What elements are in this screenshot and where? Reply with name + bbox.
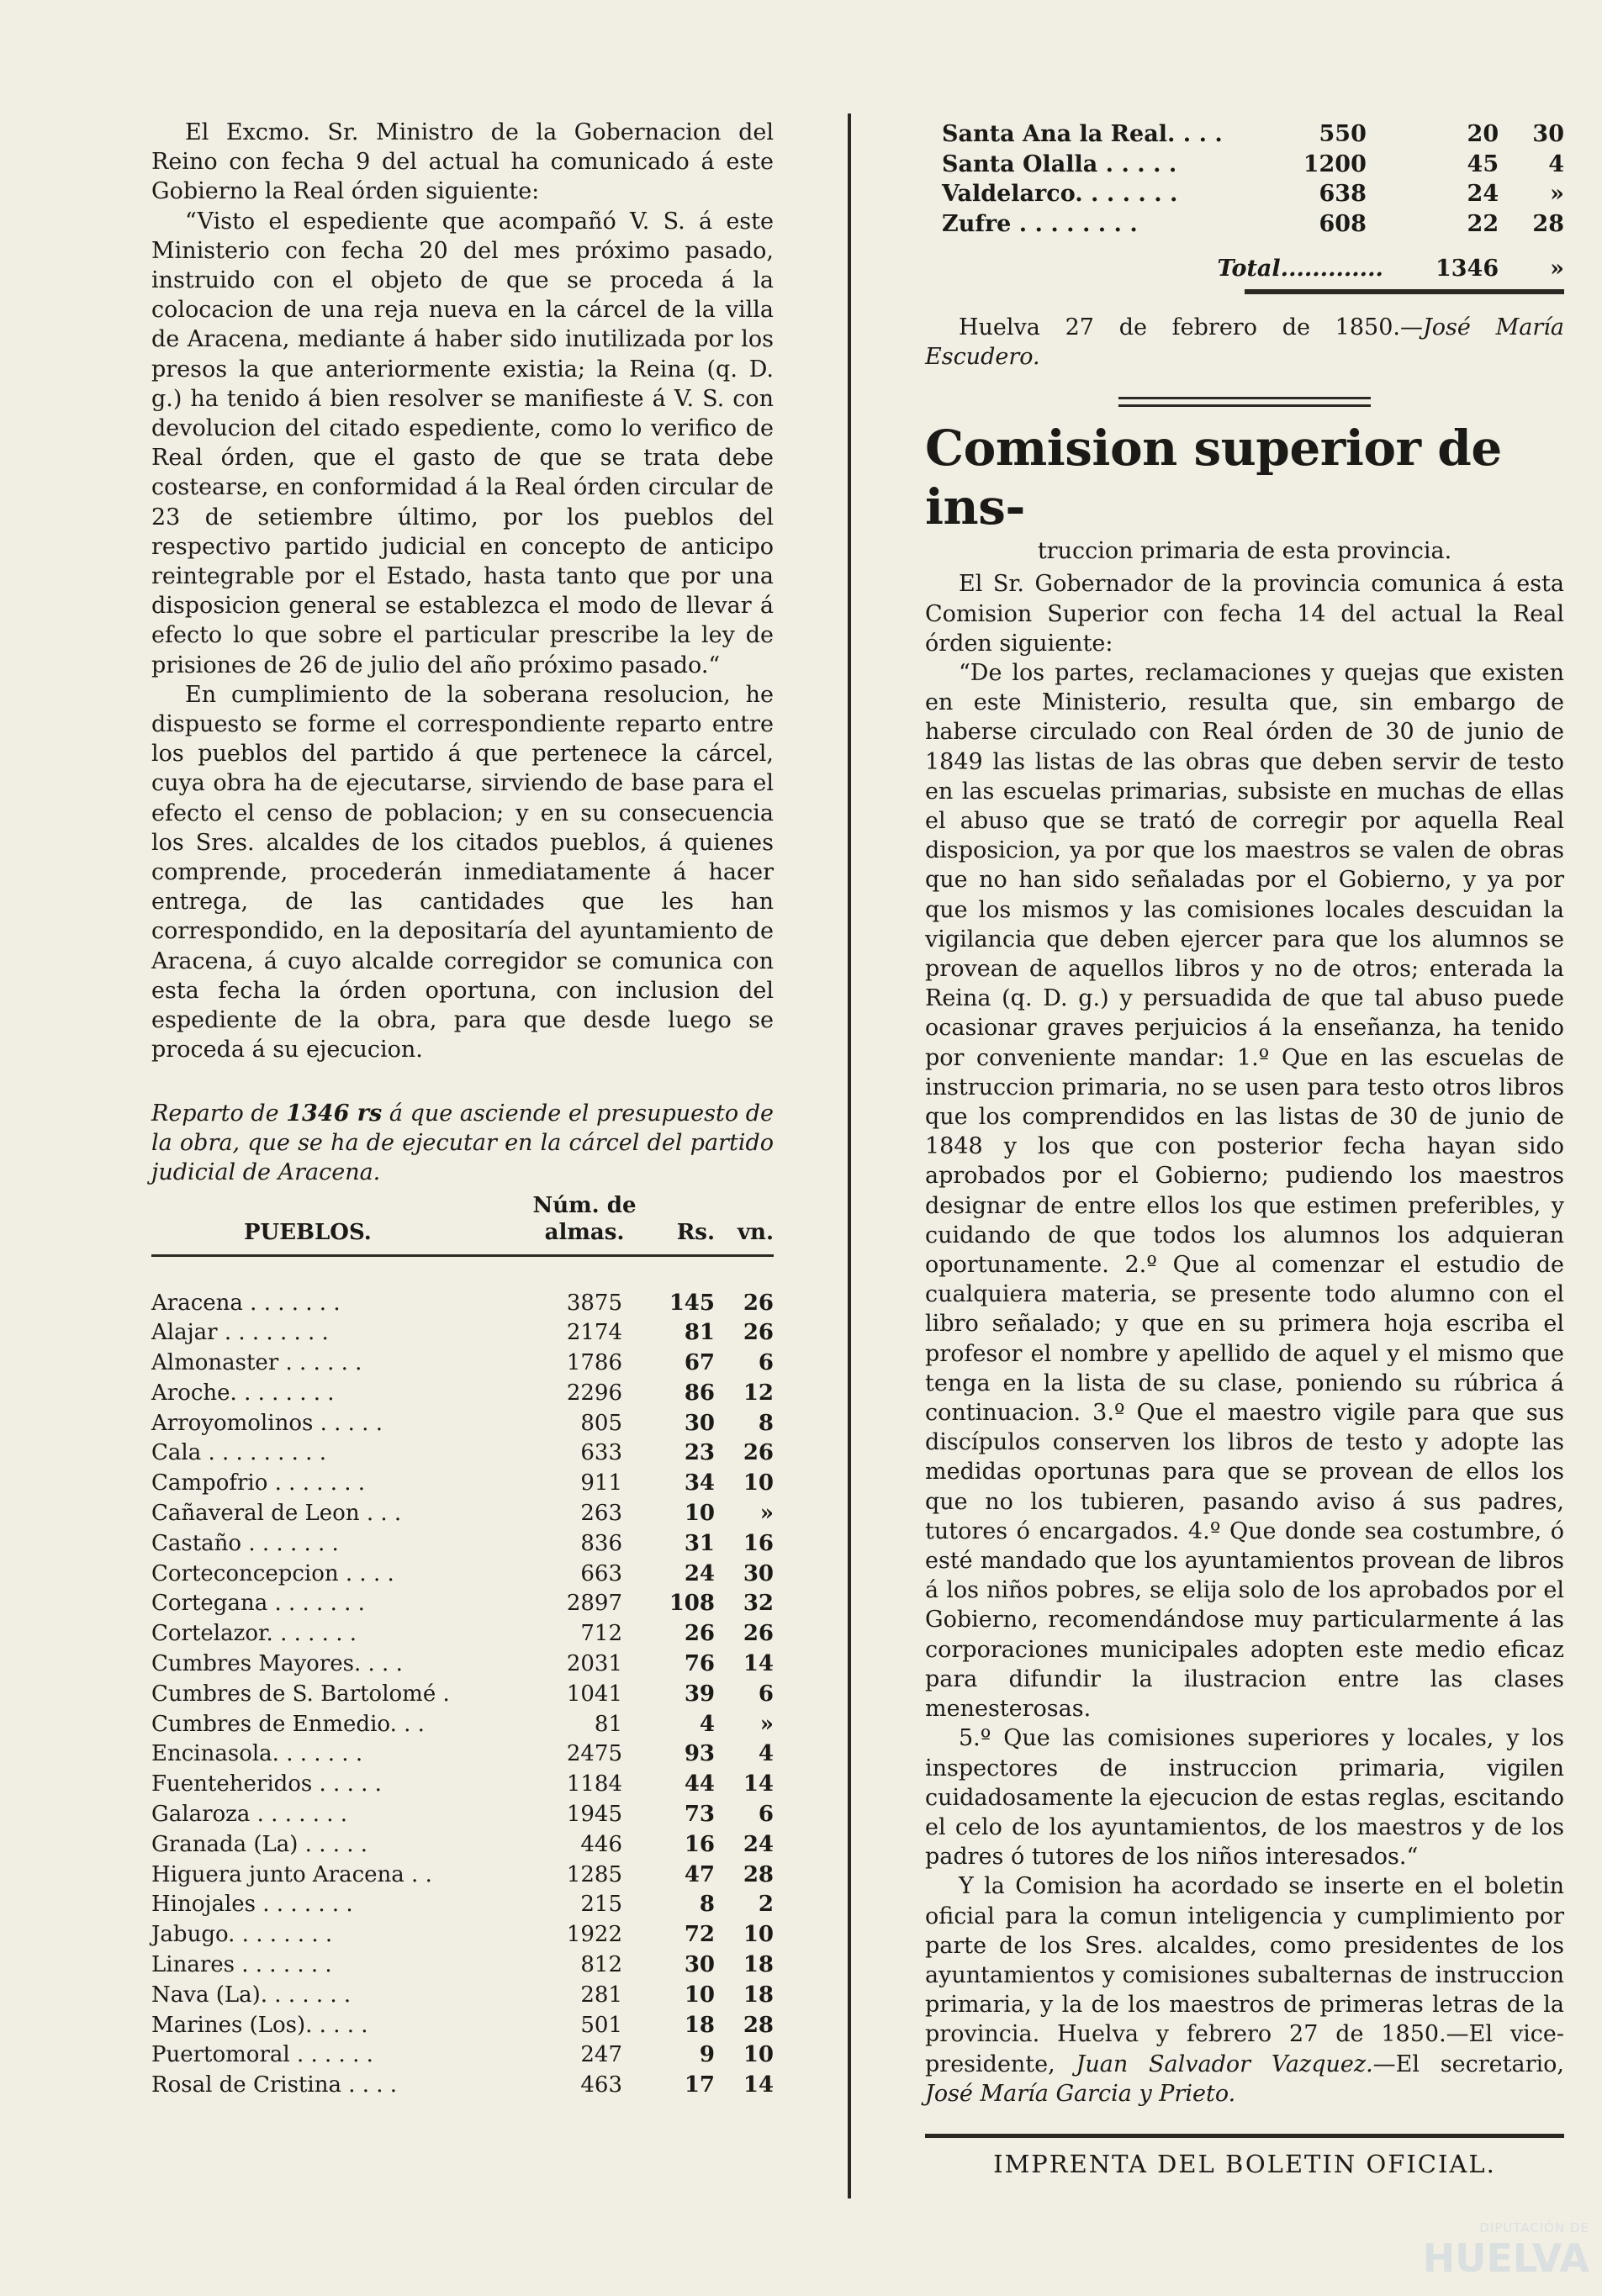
- pueblo-name: Cumbres Mayores. . . .: [151, 1651, 403, 1677]
- reparto-table-body: [151, 1255, 774, 2101]
- reparto-table: [151, 1192, 774, 2102]
- table-row: [151, 1499, 774, 1529]
- vn-cell: 26: [743, 1621, 774, 1647]
- table-row: [151, 1710, 774, 1740]
- vn-cell: 14: [743, 1771, 774, 1797]
- pueblo-name: Aracena . . . . . . .: [151, 1290, 341, 1316]
- rs-cell: 76: [684, 1651, 715, 1677]
- rs-cell: 93: [684, 1741, 715, 1767]
- rs-cell: 108: [669, 1591, 715, 1617]
- vn-cell: 24: [743, 1831, 774, 1857]
- left-column: [151, 118, 774, 2101]
- vn-cell: »: [759, 1501, 774, 1527]
- table-row: [151, 1861, 774, 1891]
- almas-cell: 1184: [566, 1771, 622, 1797]
- vn-cell: 4: [1548, 150, 1564, 177]
- almas-cell: 281: [580, 1982, 622, 2008]
- rs-cell: 10: [684, 1501, 715, 1527]
- table-row: [151, 1289, 774, 1319]
- rs-cell: 39: [684, 1681, 715, 1707]
- pueblo-name: Nava (La). . . . . . .: [151, 1982, 352, 2008]
- vn-cell: 30: [1532, 121, 1564, 147]
- vn-cell: 14: [743, 1651, 774, 1677]
- reparto-title: Reparto de 1346 rs á que asciende el presupuesto de la obra, que se ha de ejecutar en la cárcel del partido judicial de Aracena.: [151, 1100, 774, 1185]
- vn-cell: »: [759, 1711, 774, 1737]
- pueblo-name: Encinasola. . . . . . .: [151, 1741, 363, 1767]
- table-row: [151, 1349, 774, 1379]
- rs-cell: 47: [684, 1861, 715, 1887]
- pueblo-name: Aroche. . . . . . . .: [151, 1380, 335, 1406]
- pueblo-name: Cala . . . . . . . . .: [151, 1440, 326, 1466]
- table-header-row: [151, 1192, 774, 1256]
- almas-cell: 3875: [566, 1290, 622, 1316]
- pueblo-name: Cumbres de S. Bartolomé .: [151, 1681, 450, 1707]
- rs-cell: 9: [699, 2042, 715, 2068]
- table-row: [151, 1770, 774, 1800]
- pueblo-name: Santa Olalla . . . . .: [942, 150, 1177, 177]
- table-row: [942, 119, 1564, 150]
- section-title: Comision superior de ins-: [925, 420, 1502, 536]
- rs-cell: 22: [1467, 210, 1499, 237]
- pueblo-name: Linares . . . . . . .: [151, 1952, 332, 1978]
- signature-line: Huelva 27 de febrero de 1850.—José María Escudero.: [925, 314, 1564, 371]
- gobernador-paragraph: El Sr. Gobernador de la provincia comunica á esta Comision Superior con fecha 14 del actual la Real órden siguiente:: [925, 571, 1564, 657]
- pueblo-name: Higuera junto Aracena . .: [151, 1861, 432, 1887]
- section-subtitle: truccion primaria de esta provincia.: [1037, 538, 1452, 565]
- table-row: [151, 1920, 774, 1950]
- vn-cell: 28: [743, 2012, 774, 2038]
- almas-cell: 463: [580, 2072, 622, 2098]
- pueblo-name: Fuenteheridos . . . . .: [151, 1771, 382, 1797]
- pueblo-name: Galaroza . . . . . . .: [151, 1802, 348, 1828]
- vn-cell: »: [1550, 181, 1564, 208]
- almas-cell: 81: [594, 1711, 622, 1737]
- rs-cell: 24: [1467, 181, 1499, 208]
- imprenta-footer: IMPRENTA DEL BOLETIN OFICIAL.: [925, 2134, 1564, 2178]
- pueblo-name: Granada (La) . . . . .: [151, 1831, 368, 1857]
- rs-cell: 31: [684, 1530, 715, 1556]
- rs-cell: 18: [684, 2012, 715, 2038]
- table-row: [151, 1409, 774, 1439]
- almas-cell: 446: [580, 1831, 622, 1857]
- vn-cell: 10: [743, 1470, 774, 1496]
- pueblo-name: Marines (Los). . . . .: [151, 2012, 368, 2038]
- header-vn: vn.: [715, 1192, 774, 1256]
- table-row: [151, 1800, 774, 1830]
- rs-cell: 73: [684, 1802, 715, 1828]
- pueblo-name: Zufre . . . . . . . .: [942, 210, 1138, 237]
- almas-cell: 263: [580, 1501, 622, 1527]
- almas-cell: 1041: [566, 1681, 622, 1707]
- almas-cell: 1285: [566, 1861, 622, 1887]
- vn-cell: 6: [758, 1802, 774, 1828]
- almas-cell: 805: [580, 1410, 622, 1436]
- pueblo-name: Hinojales . . . . . . .: [151, 1892, 353, 1918]
- rs-cell: 30: [684, 1410, 715, 1436]
- total-vn: »: [1550, 256, 1564, 282]
- rs-cell: 44: [684, 1771, 715, 1797]
- rs-cell: 86: [684, 1380, 715, 1406]
- almas-cell: 2296: [566, 1380, 622, 1406]
- table-row: [151, 1379, 774, 1409]
- almas-cell: 836: [580, 1530, 622, 1556]
- table-row: [151, 1981, 774, 2011]
- vn-cell: 32: [743, 1591, 774, 1617]
- pueblo-name: Rosal de Cristina . . . .: [151, 2072, 398, 2098]
- table-row: [151, 1680, 774, 1710]
- vn-cell: 30: [743, 1560, 774, 1586]
- table-row: [151, 1529, 774, 1560]
- real-orden-body: “De los partes, reclamaciones y quejas que existen en este Ministerio, resulta que, sin embargo de haberse circulado con Real órden de 30 de junio de 1849 las listas de las obras que deben servir de testo en las escuelas primarias, subsiste en muchas de ellas el abuso que se trató de corregir por aquella Real disposicion, ya por que los maestros se valen de obras que no han sido señaladas por el Gobierno, y ya por que los mismos y las comisiones locales descuidan la vigilancia que deben ejercer para que los alumnos se provean de aquellos libros y no de otros; enterada la Reina (q. D. g.) y persuadida de que tal abuso puede ocasionar graves perjuicios á la enseñanza, ha tenido por conveniente mandar: 1.º Que en las escuelas de instruccion primaria, no se usen para testo otros libros que los comprendidos en las listas de 30 de junio de 1848 y los que con posterior fecha hayan sido aprobados por el Gobierno; pudiendo los maestros designar de entre ellos los que estimen preferibles, y cuidando de que todos los alumnos los adquieran oportunamente. 2.º Que al comenzar el estudio de cualquiera materia, se presente todo alumno con el libro señalado; y que en su primera hoja escriba el profesor el nombre y apellido de aquel y el mismo que tenga en la lista de su clase, poniendo su rúbrica á continuacion. 3.º Que el maestro vigile para que sus discípulos conserven los libros de testo y adopte las medidas oportunas para que se provean de ellos los que no los tubieren, pasando aviso á sus padres, tutores ó encargados. 4.º Que donde sea costumbre, ó esté mandado que los ayuntamientos provean de libros á los niños pobres, se elija solo de los aprobados por el Gobierno, recomendándose muy particularmente á las corporaciones municipales adopten este medio eficaz para difundir la ilustracion entre las clases menesterosas.: [925, 659, 1564, 1723]
- rs-cell: 24: [684, 1560, 715, 1586]
- almas-cell: 1945: [566, 1802, 622, 1828]
- vn-cell: 26: [743, 1290, 774, 1316]
- vn-cell: 10: [743, 1922, 774, 1948]
- table-row: [151, 1318, 774, 1349]
- vn-cell: 28: [1532, 210, 1564, 237]
- table-row: [151, 2011, 774, 2041]
- total-row: [942, 239, 1564, 284]
- rs-cell: 4: [699, 1711, 715, 1737]
- pueblo-name: Cumbres de Enmedio. . .: [151, 1711, 425, 1737]
- almas-cell: 638: [1319, 181, 1367, 208]
- total-rs: 1346: [1435, 256, 1499, 282]
- pueblo-name: Almonaster . . . . . .: [151, 1350, 362, 1376]
- column-divider: [848, 113, 851, 2198]
- almas-cell: 1200: [1303, 150, 1367, 177]
- pueblo-name: Cortegana . . . . . . .: [151, 1591, 365, 1617]
- intro-paragraph: El Excmo. Sr. Ministro de la Gobernacion del Reino con fecha 9 del actual ha comunicado á este Gobierno la Real órden siguiente:: [151, 119, 774, 205]
- pueblo-name: Alajar . . . . . . . .: [151, 1320, 329, 1346]
- almas-cell: 501: [580, 2012, 622, 2038]
- rs-cell: 8: [699, 1892, 715, 1918]
- rs-cell: 20: [1467, 121, 1499, 147]
- table-row: [151, 1649, 774, 1680]
- almas-cell: 215: [580, 1892, 622, 1918]
- almas-cell: 247: [580, 2042, 622, 2068]
- header-pueblos: PUEBLOS.: [151, 1192, 521, 1256]
- pueblo-name: Corteconcepcion . . . .: [151, 1560, 394, 1586]
- total-label: Total.............: [1217, 256, 1383, 282]
- pueblo-name: Castaño . . . . . . .: [151, 1530, 339, 1556]
- pueblo-name: Cañaveral de Leon . . .: [151, 1501, 402, 1527]
- table-row: [151, 1469, 774, 1499]
- almas-cell: 608: [1319, 210, 1367, 237]
- rs-cell: 145: [669, 1290, 715, 1316]
- vn-cell: 8: [758, 1410, 774, 1436]
- vn-cell: 12: [743, 1380, 774, 1406]
- pueblo-name: Campofrio . . . . . . .: [151, 1470, 366, 1496]
- rs-cell: 34: [684, 1470, 715, 1496]
- rs-cell: 26: [684, 1621, 715, 1647]
- almas-cell: 712: [580, 1621, 622, 1647]
- vn-cell: 26: [743, 1320, 774, 1346]
- pueblo-name: Jabugo. . . . . . . .: [151, 1922, 333, 1948]
- cumplimiento-paragraph: En cumplimiento de la soberana resolucion, he dispuesto se forme el correspondiente reparto entre los pueblos del partido á que pertenece la cárcel, cuya obra ha de ejecutarse, sirviendo de base para el efecto el censo de poblacion; y en su consecuencia los Sres. alcaldes de los citados pueblos, á quienes comprende, procederán inmediatamente á hacer entrega, de las cantidades que les han correspondido, en la depositaría del ayuntamiento de Aracena, á cuyo alcalde corregidor se comunica con esta fecha la órden oportuna, con inclusion del espediente de la obra, para que desde luego se proceda á su ejecucion.: [151, 681, 774, 1064]
- table-row: [151, 1438, 774, 1469]
- rs-cell: 30: [684, 1952, 715, 1978]
- reparto-table-continued: [942, 119, 1564, 284]
- vn-cell: 2: [758, 1892, 774, 1918]
- diputacion-watermark: DIPUTACIÓN DE HUELVA: [1422, 2220, 1589, 2281]
- header-rs: Rs.: [648, 1192, 715, 1256]
- header-almas: Núm. de almas.: [521, 1192, 648, 1256]
- almas-cell: 1786: [566, 1350, 622, 1376]
- vn-cell: 10: [743, 2042, 774, 2068]
- pueblo-name: Puertomoral . . . . . .: [151, 2042, 373, 2068]
- table-row: [942, 179, 1564, 209]
- rs-cell: 16: [684, 1831, 715, 1857]
- table-row: [151, 1560, 774, 1590]
- almas-cell: 2475: [566, 1741, 622, 1767]
- table-row: [151, 1619, 774, 1649]
- almas-cell: 2174: [566, 1320, 622, 1346]
- pueblo-name: Valdelarco. . . . . . .: [942, 181, 1178, 208]
- rs-cell: 67: [684, 1350, 715, 1376]
- vn-cell: 4: [758, 1741, 774, 1767]
- real-orden-text: “Visto el espediente que acompañó V. S. á este Ministerio con fecha 20 del mes próximo pasado, instruido con el objeto de que se proceda á la colocacion de una reja nueva en la cárcel de la villa de Aracena, mediante á haber sido inutilizada por los presos la que anteriormente existia; la Reina (q. D. g.) ha tenido á bien resolver se manifieste á V. S. con devolucion del citado espediente, como lo verifico de Real órden, que el gasto de que se trata debe costearse, en conformidad á la Real órden circular de 23 de setiembre último, por los pueblos del respectivo partido judicial en concepto de anticipo reintegrable por el Estado, hasta tanto que por una disposicion general se establezca el modo de llevar á efecto lo que sobre el particular prescribe la ley de prisiones de 26 de julio del año próximo pasado.“: [151, 208, 774, 678]
- pueblo-name: Cortelazor. . . . . . .: [151, 1621, 357, 1647]
- rs-cell: 45: [1467, 150, 1499, 177]
- rs-cell: 17: [684, 2072, 715, 2098]
- pueblo-name: Santa Ana la Real. . . .: [942, 121, 1223, 147]
- table-row: [942, 209, 1564, 240]
- almas-cell: 2897: [566, 1591, 622, 1617]
- table-end-rule: [1245, 289, 1564, 294]
- almas-cell: 911: [580, 1470, 622, 1496]
- rs-cell: 23: [684, 1440, 715, 1466]
- almas-cell: 633: [580, 1440, 622, 1466]
- vn-cell: 26: [743, 1440, 774, 1466]
- vn-cell: 14: [743, 2072, 774, 2098]
- pueblo-name: Arroyomolinos . . . . .: [151, 1410, 383, 1436]
- table-row: [151, 1589, 774, 1619]
- table-row: [151, 2071, 774, 2101]
- table-row: [151, 1830, 774, 1861]
- section-divider: [1118, 397, 1371, 407]
- table-row: [942, 150, 1564, 180]
- almas-cell: 812: [580, 1952, 622, 1978]
- vn-cell: 16: [743, 1530, 774, 1556]
- rule-five-paragraph: 5.º Que las comisiones superiores y locales, y los inspectores de instruccion primaria, vigilen cuidadosamente la ejecucion de estas reglas, escitando el celo de los ayuntamientos, de los maestros y de los padres ó tutores de los niños interesados.“: [925, 1725, 1564, 1871]
- rs-cell: 10: [684, 1982, 715, 2008]
- rs-cell: 81: [684, 1320, 715, 1346]
- almas-cell: 1922: [566, 1922, 622, 1948]
- almas-cell: 2031: [566, 1651, 622, 1677]
- table-row: [151, 1890, 774, 1920]
- vn-cell: 6: [758, 1681, 774, 1707]
- vn-cell: 18: [743, 1952, 774, 1978]
- right-column: [925, 119, 1564, 2178]
- vn-cell: 18: [743, 1982, 774, 2008]
- vn-cell: 28: [743, 1861, 774, 1887]
- almas-cell: 550: [1319, 121, 1367, 147]
- table-row: [151, 2040, 774, 2071]
- rs-cell: 72: [684, 1922, 715, 1948]
- almas-cell: 663: [580, 1560, 622, 1586]
- closing-paragraph: Y la Comision ha acordado se inserte en el boletin oficial para la comun inteligencia y cumplimiento por parte de los Sres. alcaldes, como presidentes de los ayuntamientos y comisiones subalternas de instruccion primaria, y la de los maestros de primeras letras de la provincia. Huelva y febrero 27 de 1850.—El vice-presidente, Juan Salvador Vazquez.—El secretario, José María Garcia y Prieto.: [925, 1873, 1564, 2107]
- vn-cell: 6: [758, 1350, 774, 1376]
- table-row: [151, 1950, 774, 1981]
- table-row: [151, 1739, 774, 1770]
